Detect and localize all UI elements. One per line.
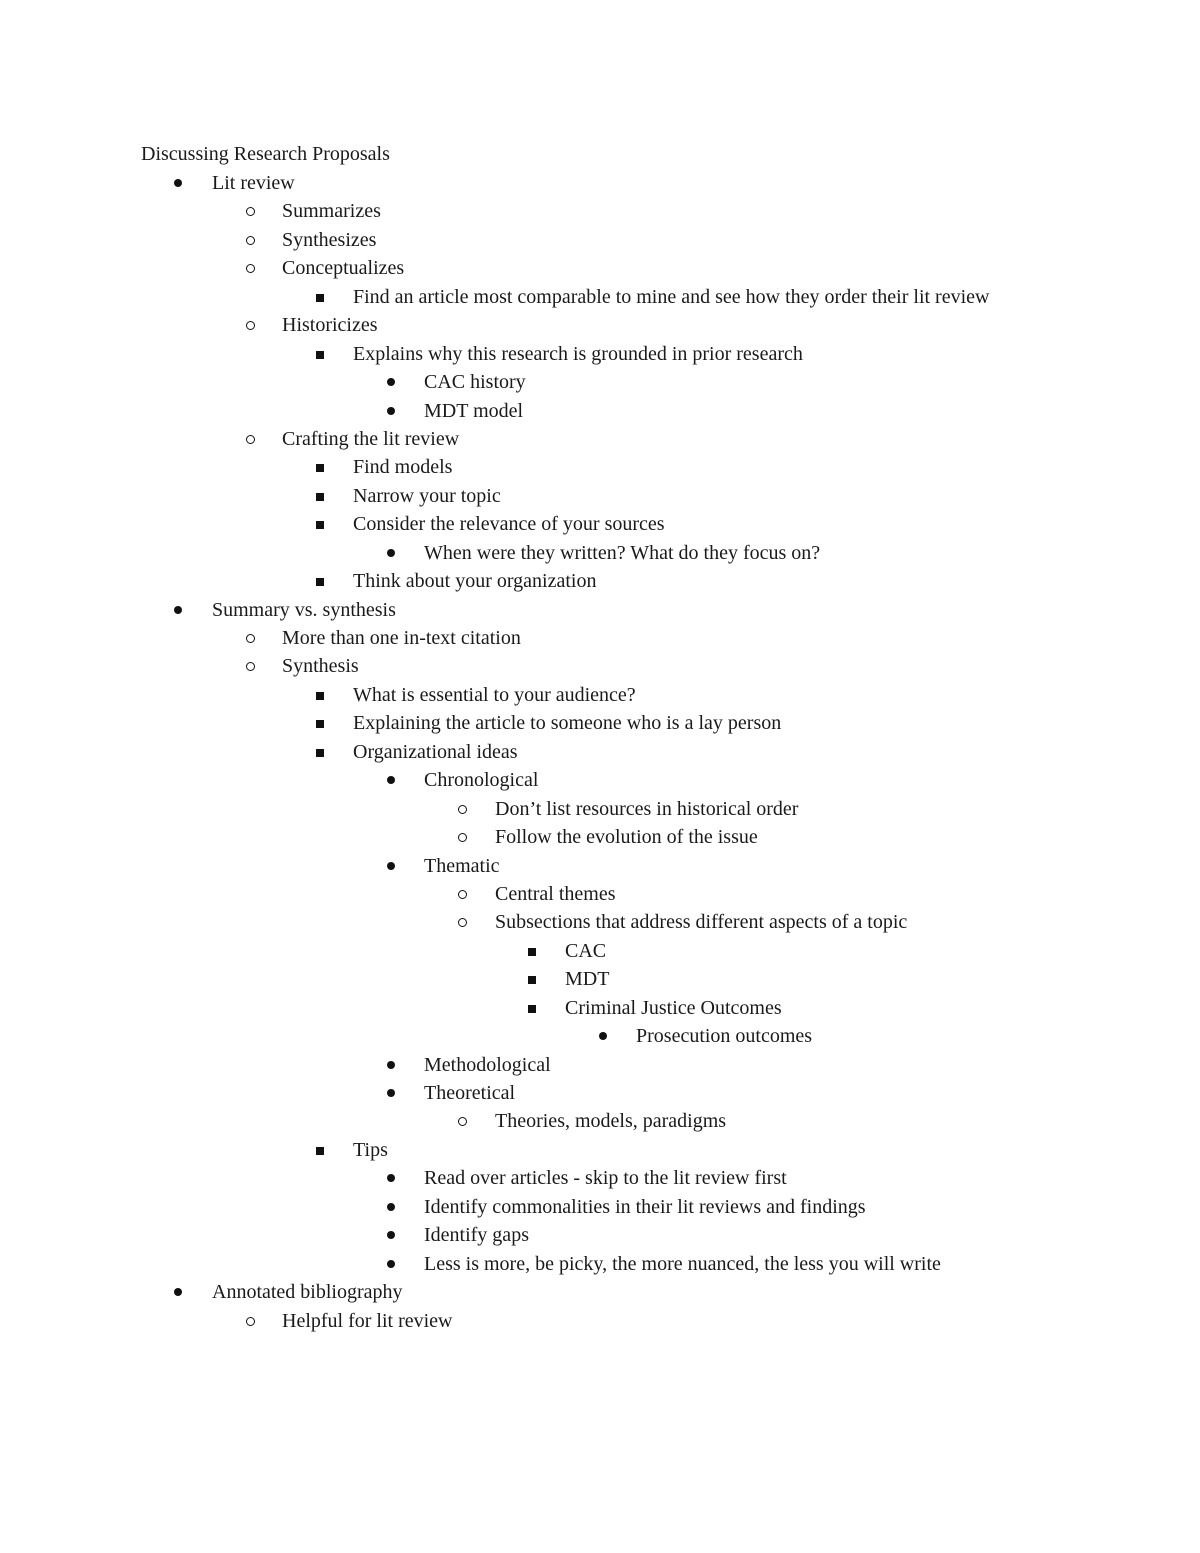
outline-item — [0, 740, 1200, 768]
square-bullet-icon — [316, 578, 324, 586]
circle-bullet-icon — [246, 264, 255, 273]
square-bullet-icon — [316, 351, 324, 359]
disc-bullet-icon — [387, 1231, 395, 1239]
outline-item — [0, 512, 1200, 540]
outline-item-text: Organizational ideas — [353, 740, 518, 763]
outline-item — [0, 455, 1200, 483]
disc-bullet-icon — [387, 407, 395, 415]
outline-item-text: Thematic — [424, 854, 500, 877]
outline-item-text: CAC history — [424, 371, 526, 394]
outline-item — [0, 342, 1200, 370]
square-bullet-icon — [316, 294, 324, 302]
outline-item — [0, 313, 1200, 341]
outline-item — [0, 199, 1200, 227]
circle-bullet-icon — [246, 207, 255, 216]
outline-item — [0, 711, 1200, 739]
outline-item-text: Consider the relevance of your sources — [353, 513, 665, 536]
bulleted-outline — [0, 171, 1200, 1337]
outline-item-text: Subsections that address different aspects of a topic — [495, 911, 908, 934]
disc-bullet-icon — [387, 549, 395, 557]
disc-bullet-icon — [174, 1288, 182, 1296]
outline-item-text: Synthesizes — [282, 228, 377, 251]
outline-item-text: MDT — [565, 968, 610, 991]
outline-item — [0, 825, 1200, 853]
square-bullet-icon — [316, 1147, 324, 1155]
outline-item — [0, 1252, 1200, 1280]
circle-bullet-icon — [458, 1117, 467, 1126]
square-bullet-icon — [316, 521, 324, 529]
square-bullet-icon — [316, 720, 324, 728]
outline-item-text: Read over articles - skip to the lit review first — [424, 1167, 787, 1190]
circle-bullet-icon — [246, 634, 255, 643]
outline-item-text: What is essential to your audience? — [353, 683, 636, 706]
outline-item-text: Prosecution outcomes — [636, 1025, 813, 1048]
outline-item-text: When were they written? What do they focus on? — [424, 541, 821, 564]
circle-bullet-icon — [458, 890, 467, 899]
outline-item-text: Theories, models, paradigms — [495, 1110, 727, 1133]
outline-item-text: Identify commonalities in their lit reviews and findings — [424, 1195, 866, 1218]
disc-bullet-icon — [387, 1203, 395, 1211]
outline-item — [0, 1053, 1200, 1081]
outline-item-text: Find an article most comparable to mine and see how they order their lit review — [353, 285, 990, 308]
circle-bullet-icon — [458, 833, 467, 842]
disc-bullet-icon — [174, 606, 182, 614]
outline-item-text: Lit review — [212, 172, 295, 194]
outline-item-text: Criminal Justice Outcomes — [565, 996, 782, 1019]
circle-bullet-icon — [458, 805, 467, 814]
square-bullet-icon — [316, 749, 324, 757]
outline-item — [0, 683, 1200, 711]
outline-item — [0, 910, 1200, 938]
outline-item — [0, 1024, 1200, 1052]
outline-item — [0, 768, 1200, 796]
outline-item-text: Tips — [353, 1138, 388, 1161]
outline-item — [0, 1138, 1200, 1166]
outline-item-text: Central themes — [495, 882, 616, 905]
outline-item — [0, 598, 1200, 626]
outline-item — [0, 427, 1200, 455]
outline-item-text: Annotated bibliography — [212, 1281, 403, 1304]
disc-bullet-icon — [387, 1061, 395, 1069]
outline-item — [0, 569, 1200, 597]
outline-item — [0, 370, 1200, 398]
outline-item-text: Explains why this research is grounded in prior research — [353, 342, 803, 365]
circle-bullet-icon — [246, 662, 255, 671]
outline-item — [0, 1166, 1200, 1194]
outline-item-text: Don’t list resources in historical order — [495, 797, 799, 820]
outline-item — [0, 626, 1200, 654]
disc-bullet-icon — [387, 1174, 395, 1182]
outline-item — [0, 256, 1200, 284]
circle-bullet-icon — [246, 435, 255, 444]
outline-item-text: Chronological — [424, 769, 539, 792]
square-bullet-icon — [316, 464, 324, 472]
outline-item — [0, 854, 1200, 882]
outline-item — [0, 171, 1200, 199]
circle-bullet-icon — [246, 236, 255, 245]
outline-item — [0, 1109, 1200, 1137]
square-bullet-icon — [528, 948, 536, 956]
square-bullet-icon — [528, 976, 536, 984]
outline-item — [0, 399, 1200, 427]
outline-item — [0, 654, 1200, 682]
outline-item-text: Historicizes — [282, 314, 378, 337]
disc-bullet-icon — [599, 1032, 607, 1040]
square-bullet-icon — [528, 1005, 536, 1013]
outline-item-text: Theoretical — [424, 1082, 516, 1104]
outline-item-text: Methodological — [424, 1053, 551, 1076]
outline-item — [0, 541, 1200, 569]
outline-item — [0, 285, 1200, 313]
outline-item-text: More than one in-text citation — [282, 627, 521, 649]
outline-item-text: MDT model — [424, 399, 524, 422]
outline-item — [0, 1280, 1200, 1308]
outline-item-text: Summary vs. synthesis — [212, 598, 396, 621]
circle-bullet-icon — [458, 918, 467, 927]
square-bullet-icon — [316, 493, 324, 501]
outline-item — [0, 1081, 1200, 1109]
outline-item — [0, 228, 1200, 256]
outline-item-text: Synthesis — [282, 655, 359, 678]
outline-item — [0, 882, 1200, 910]
outline-item-text: Conceptualizes — [282, 257, 405, 280]
outline-item — [0, 797, 1200, 825]
outline-item — [0, 1309, 1200, 1337]
outline-item — [0, 1223, 1200, 1251]
disc-bullet-icon — [387, 378, 395, 386]
outline-item-text: Explaining the article to someone who is a lay person — [353, 712, 782, 735]
outline-item — [0, 996, 1200, 1024]
outline-item-text: Find models — [353, 456, 453, 479]
disc-bullet-icon — [387, 1089, 395, 1097]
outline-item-text: CAC — [565, 939, 607, 962]
outline-item-text: Summarizes — [282, 200, 381, 223]
square-bullet-icon — [316, 692, 324, 700]
disc-bullet-icon — [387, 1260, 395, 1268]
circle-bullet-icon — [246, 1317, 255, 1326]
outline-item — [0, 484, 1200, 512]
circle-bullet-icon — [246, 321, 255, 330]
outline-item-text: Think about your organization — [353, 570, 597, 593]
outline-item — [0, 939, 1200, 967]
disc-bullet-icon — [387, 862, 395, 870]
outline-item-text: Narrow your topic — [353, 484, 501, 507]
outline-item-text: Follow the evolution of the issue — [495, 826, 758, 849]
document-title: Discussing Research Proposals — [141, 143, 390, 165]
disc-bullet-icon — [174, 179, 182, 187]
disc-bullet-icon — [387, 776, 395, 784]
outline-item — [0, 967, 1200, 995]
outline-item-text: Less is more, be picky, the more nuanced, the less you will write — [424, 1252, 941, 1275]
outline-item-text: Crafting the lit review — [282, 427, 460, 450]
outline-item-text: Identify gaps — [424, 1224, 529, 1247]
outline-item — [0, 1195, 1200, 1223]
outline-item-text: Helpful for lit review — [282, 1309, 453, 1332]
